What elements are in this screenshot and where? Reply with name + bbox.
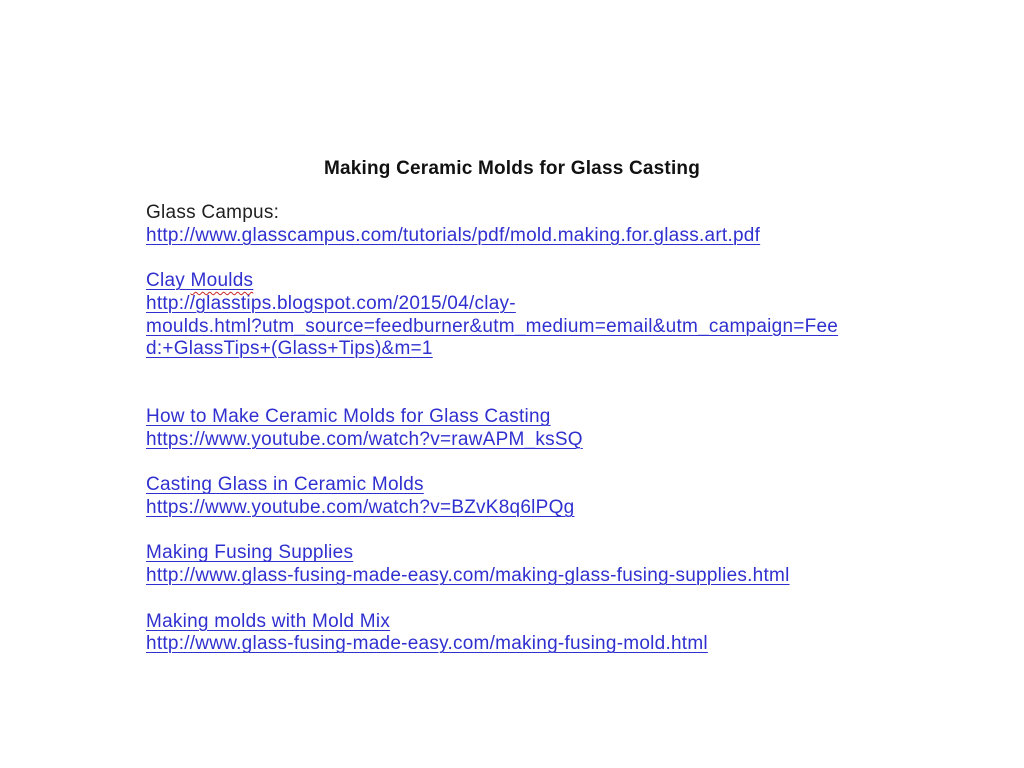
making-fusing-supplies-title-link[interactable]: Making Fusing Supplies bbox=[146, 542, 354, 564]
glasstips-blogspot-link-line-1[interactable]: http://glasstips.blogspot.com/2015/04/clay- bbox=[146, 292, 516, 314]
fusing-supplies-link[interactable]: http://www.glass-fusing-made-easy.com/making-glass-fusing-supplies.html bbox=[146, 565, 790, 587]
entry-label: Glass Campus: bbox=[146, 202, 280, 223]
fusing-mold-link[interactable]: http://www.glass-fusing-made-easy.com/making-fusing-mold.html bbox=[146, 633, 708, 655]
glasscampus-pdf-link[interactable]: http://www.glasscampus.com/tutorials/pdf/mold.making.for.glass.art.pdf bbox=[146, 224, 761, 246]
casting-glass-title-link[interactable]: Casting Glass in Ceramic Molds bbox=[146, 474, 424, 496]
entry-clay-moulds bbox=[146, 270, 886, 361]
link-list bbox=[146, 202, 886, 656]
youtube-rawapm-link[interactable]: https://www.youtube.com/watch?v=rawAPM_ksSQ bbox=[146, 429, 583, 450]
clay-moulds-misspelled-word: Moulds bbox=[190, 270, 254, 292]
entry-glass-campus bbox=[146, 202, 886, 247]
clay-moulds-title-link[interactable] bbox=[146, 270, 886, 293]
page-title: Making Ceramic Molds for Glass Casting bbox=[323, 158, 701, 179]
clay-moulds-label-prefix: Clay bbox=[146, 270, 191, 292]
mold-mix-title-link[interactable]: Making molds with Mold Mix bbox=[146, 610, 391, 632]
entry-casting-glass-in-ceramic-molds bbox=[146, 474, 886, 519]
glasstips-blogspot-link-line-2[interactable]: moulds.html?utm_source=feedburner&utm_medium=email&utm_campaign=Fee bbox=[146, 315, 839, 337]
entry-how-to-make-ceramic-molds bbox=[146, 406, 886, 451]
glasstips-blogspot-link-line-3[interactable]: d:+GlassTips+(Glass+Tips)&m=1 bbox=[146, 338, 433, 360]
how-to-make-ceramic-molds-title-link[interactable]: How to Make Ceramic Molds for Glass Casting bbox=[146, 406, 551, 428]
entry-making-molds-with-mold-mix bbox=[146, 611, 886, 656]
youtube-bzvk-link[interactable]: https://www.youtube.com/watch?v=BZvK8q6lPQg bbox=[146, 497, 575, 519]
entry-making-fusing-supplies bbox=[146, 542, 886, 587]
